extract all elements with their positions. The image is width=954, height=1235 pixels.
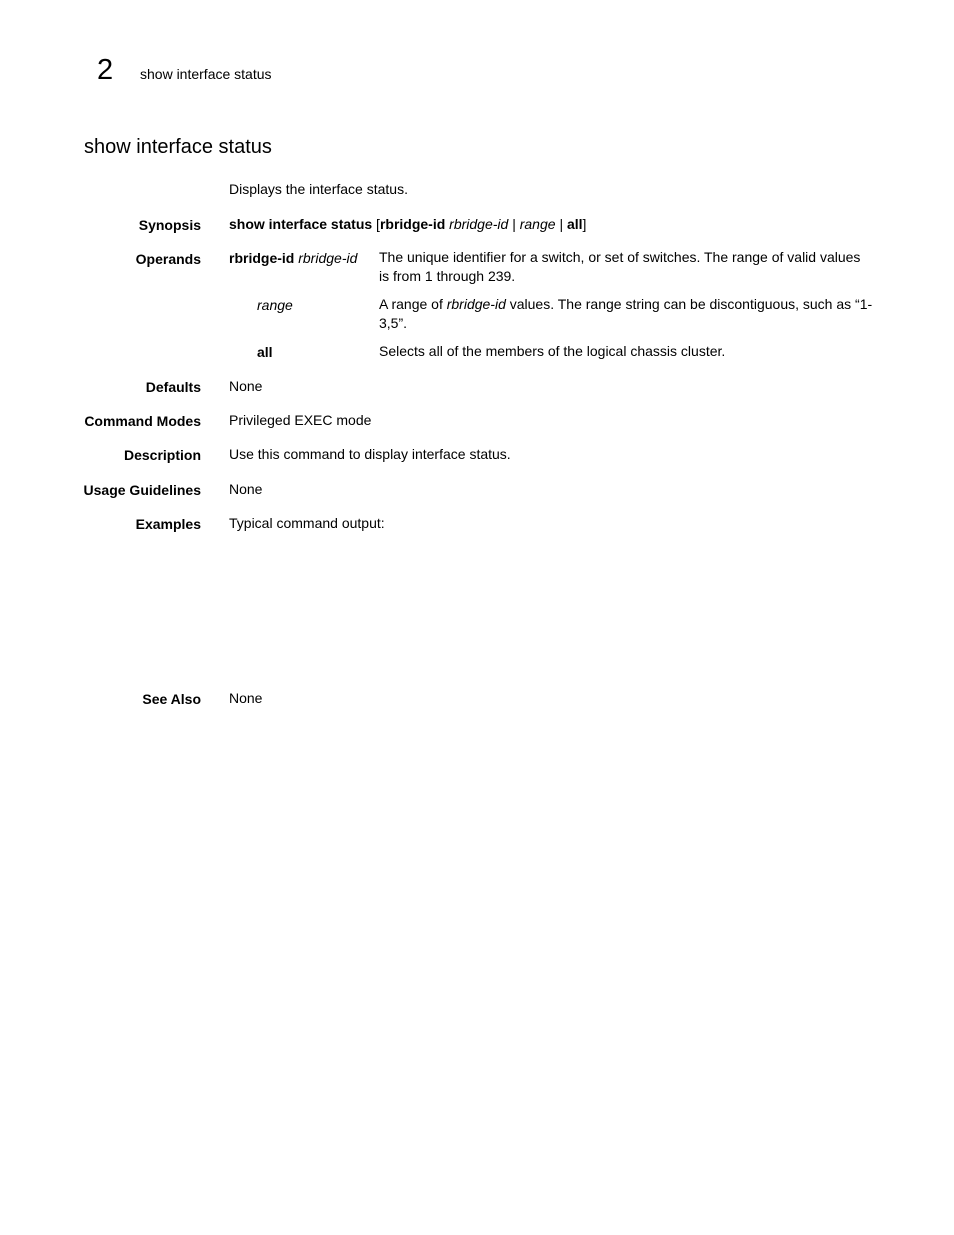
command-title: show interface status <box>84 136 272 158</box>
synopsis-close-bracket: ] <box>582 216 587 232</box>
operand-name <box>229 249 357 267</box>
examples-label: Examples <box>135 516 201 532</box>
operand-keyword: all <box>257 344 273 360</box>
operand-name <box>257 343 273 361</box>
operand-desc-text: values. The range string can be discontiguous, such as “1-3,5”. <box>379 296 873 331</box>
synopsis-command: show interface status <box>229 216 373 232</box>
synopsis-label: Synopsis <box>138 217 201 233</box>
operand-description <box>379 295 874 333</box>
synopsis-arg-range: range <box>519 216 556 232</box>
operand-desc-arg: rbridge-id <box>446 296 506 312</box>
usage-guidelines-value: None <box>229 481 263 497</box>
usage-guidelines-label: Usage Guidelines <box>83 482 201 498</box>
synopsis-separator: | <box>512 216 516 232</box>
operand-arg: range <box>257 297 293 313</box>
command-modes-value: Privileged EXEC mode <box>229 412 372 428</box>
synopsis-arg-rbridge: rbridge-id <box>449 216 509 232</box>
operands-label: Operands <box>135 251 201 267</box>
operand-description: The unique identifier for a switch, or set of switches. The range of valid values is from 1 through 239. <box>379 249 861 284</box>
defaults-value: None <box>229 378 263 394</box>
operand-name <box>257 296 293 314</box>
synopsis-keyword-rbridge: rbridge-id <box>379 216 446 232</box>
description-value: Use this command to display interface status. <box>229 446 511 462</box>
chapter-number: 2 <box>97 54 114 86</box>
defaults-label: Defaults <box>145 379 201 395</box>
operand-description: Selects all of the members of the logical chassis cluster. <box>379 343 726 359</box>
running-header-title: show interface status <box>140 66 272 82</box>
see-also-value: None <box>229 690 263 706</box>
synopsis-keyword-all: all <box>566 216 583 232</box>
command-summary: Displays the interface status. <box>229 181 408 197</box>
synopsis-separator: | <box>559 216 564 232</box>
see-also-label: See Also <box>142 691 201 707</box>
synopsis-text <box>229 215 586 233</box>
examples-value: Typical command output: <box>229 515 385 531</box>
command-modes-label: Command Modes <box>84 413 201 429</box>
operand-keyword: rbridge-id <box>229 250 295 266</box>
description-label: Description <box>123 447 201 463</box>
operand-arg: rbridge-id <box>298 250 358 266</box>
operand-desc-text: A range of <box>379 296 447 312</box>
synopsis-open-bracket: [ <box>376 216 380 232</box>
